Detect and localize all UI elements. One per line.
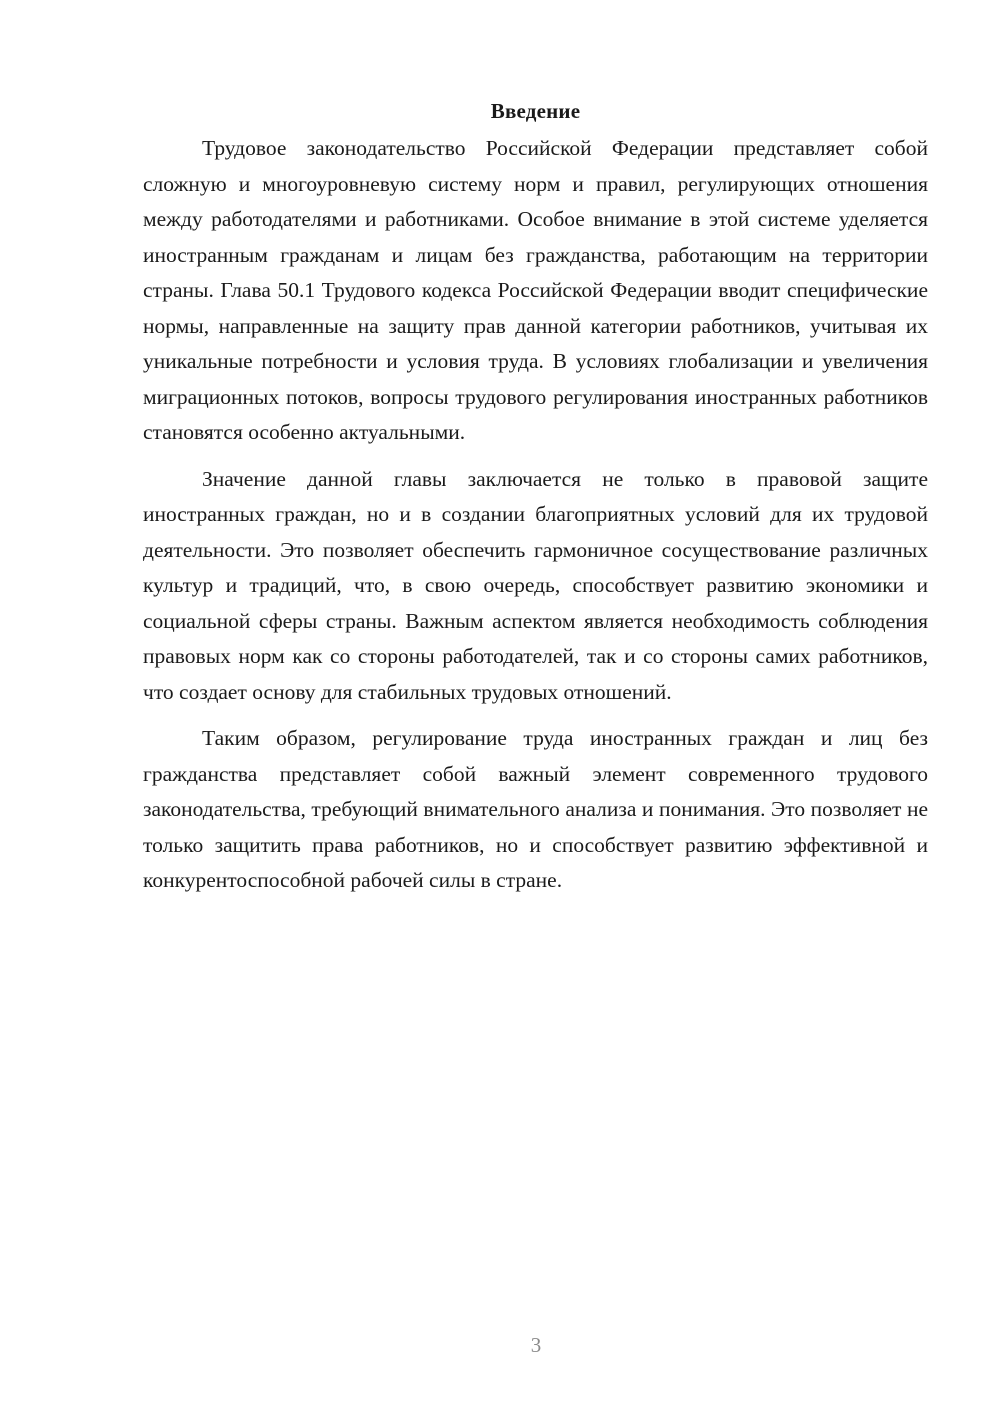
page-body bbox=[143, 96, 928, 899]
paragraph-2: Значение данной главы заключается не только в правовой защите иностранных граждан, но и в создании благоприятных условий для их трудовой деятельности. Это позволяет обеспечить гармоничное сосуществование различных культур и традиций, что, в свою очередь, способствует развитию экономики и социальной сферы страны. Важным аспектом является необходимость соблюдения правовых норм как со стороны работодателей, так и со стороны самих работников, что создает основу для стабильных трудовых отношений. bbox=[143, 466, 928, 704]
paragraph-3: Таким образом, регулирование труда иностранных граждан и лиц без гражданства представляет собой важный элемент современного трудового законодательства, требующий внимательного анализа и понимания. Это позволяет не только защитить права работников, но и способствует развитию эффективной и конкурентоспособной рабочей силы в стране. bbox=[143, 726, 928, 892]
paragraph-1: Трудовое законодательство Российской Федерации представляет собой сложную и многоуровневую систему норм и правил, регулирующих отношения между работодателями и работниками. Особое внимание в этой системе уделяется иностранным гражданам и лицам без гражданства, работающим на территории страны. Глава 50.1 Трудового кодекса Российской Федерации вводит специфические нормы, направленные на защиту прав данной категории работников, учитывая их уникальные потребности и условия труда. В условиях глобализации и увеличения миграционных потоков, вопросы трудового регулирования иностранных работников становятся особенно актуальными. bbox=[143, 136, 928, 444]
section-heading: Введение bbox=[490, 99, 581, 123]
page-number: 3 bbox=[530, 1333, 542, 1357]
